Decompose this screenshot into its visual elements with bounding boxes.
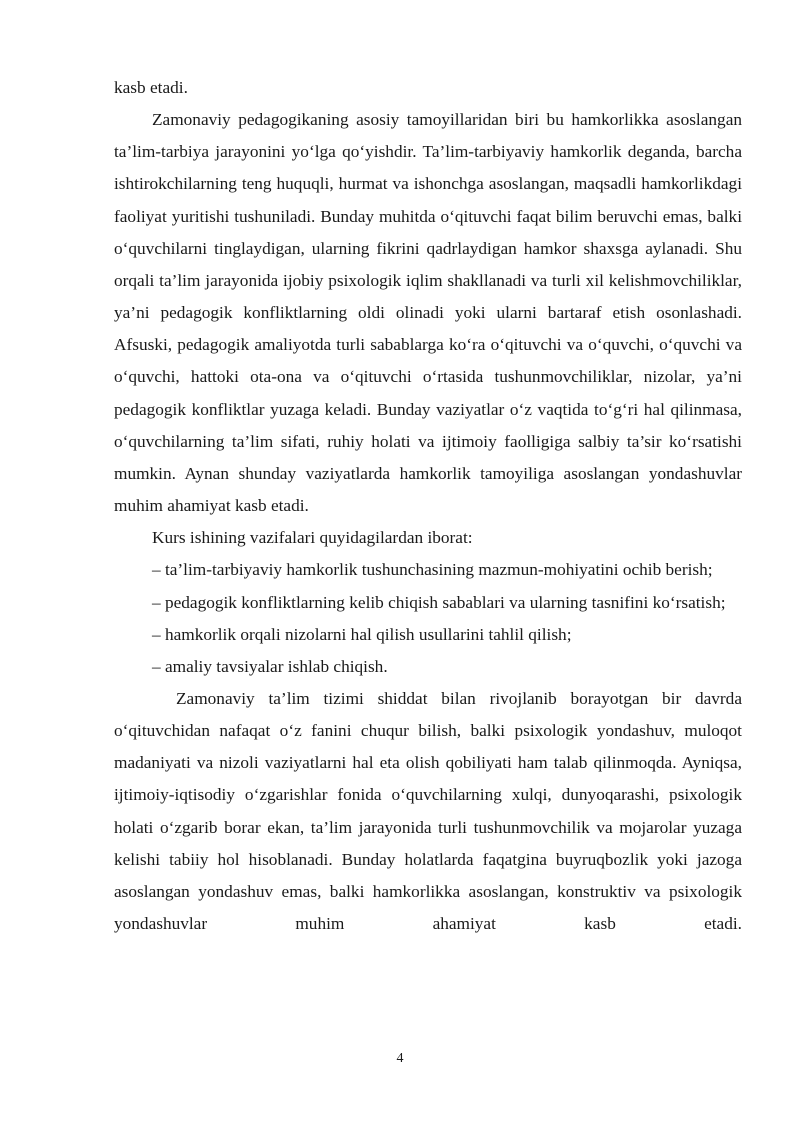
list-item-task-2: – pedagogik konfliktlarning kelib chiqish sabablari va ularning tasnifini ko‘rsatish;	[152, 592, 726, 612]
paragraph-cooperation-principle: Zamonaviy pedagogikaning asosiy tamoyillaridan biri bu hamkorlikka asoslangan ta’lim-tarbiya jarayonini yo‘lga qo‘yishdir. Ta’lim-tarbiyaviy hamkorlik deganda, barcha ishtirokchilarning teng huquqli, hurmat va ishonchga asoslangan, maqsadli hamkorlikdagi faoliyat yuritishi tushuniladi. Bunday muhitda o‘qituvchi faqat bilim beruvchi emas, balki o‘quvchilarni tinglaydigan, ularning fikrini qadrlaydigan hamkor shaxsga aylanadi. Shu orqali ta’lim jarayonida ijobiy psixologik iqlim shakllanadi va turli xil kelishmovchiliklar, ya’ni pedagogik konfliktlarning oldi olinadi yoki ularni bartaraf etish osonlashadi. Afsuski, pedagogik amaliyotda turli sabablarga ko‘ra o‘qituvchi va o‘quvchi, o‘quvchi va o‘quvchi, hattoki ota-ona va o‘qituvchi o‘rtasida tushunmovchiliklar, nizolar, ya’ni pedagogik konfliktlar yuzaga keladi. Bunday vaziyatlar o‘z vaqtida to‘g‘ri hal qilinmasa, o‘quvchilarning ta’lim sifati, ruhiy holati va ijtimoiy faolligiga salbiy ta’sir ko‘rsatishi mumkin. Aynan shunday vaziyatlarda hamkorlik tamoyiliga asoslangan yondashuvlar muhim ahamiyat kasb etadi.	[114, 110, 742, 516]
paragraph-tasks-intro: Kurs ishining vazifalari quyidagilardan iborat:	[152, 528, 473, 548]
paragraph-modern-education: Zamonaviy ta’lim tizimi shiddat bilan rivojlanib borayotgan bir davrda o‘qituvchidan nafaqat o‘z fanini chuqur bilish, balki psixologik yondashuv, muloqot madaniyati va nizoli vaziyatlarni hal eta olish qobiliyati ham talab qilinmoqda. Ayniqsa, ijtimoiy-iqtisodiy o‘zgarishlar fonida o‘quvchilarning xulqi, dunyoqarashi, psixologik holati o‘zgarib borar ekan, ta’lim jarayonida turli tushunmovchilik va mojarolar yuzaga kelishi tabiiy hol hisoblanadi. Bunday holatlarda faqatgina buyruqbozlik yoki jazoga asoslangan yondashuv emas, balki hamkorlikka asoslangan, konstruktiv va psixologik yondashuvlar muhim ahamiyat kasb etadi.	[114, 688, 742, 934]
list-item-task-1: – ta’lim-tarbiyaviy hamkorlik tushunchasining mazmun-mohiyatini ochib berish;	[152, 560, 713, 580]
page-number: 4	[396, 1051, 404, 1066]
list-item-task-4: – amaliy tavsiyalar ishlab chiqish.	[152, 656, 388, 676]
body-text	[114, 72, 742, 940]
list-item-task-3: – hamkorlik orqali nizolarni hal qilish usullarini tahlil qilish;	[152, 624, 572, 644]
paragraph-continuation: kasb etadi.	[114, 78, 188, 97]
